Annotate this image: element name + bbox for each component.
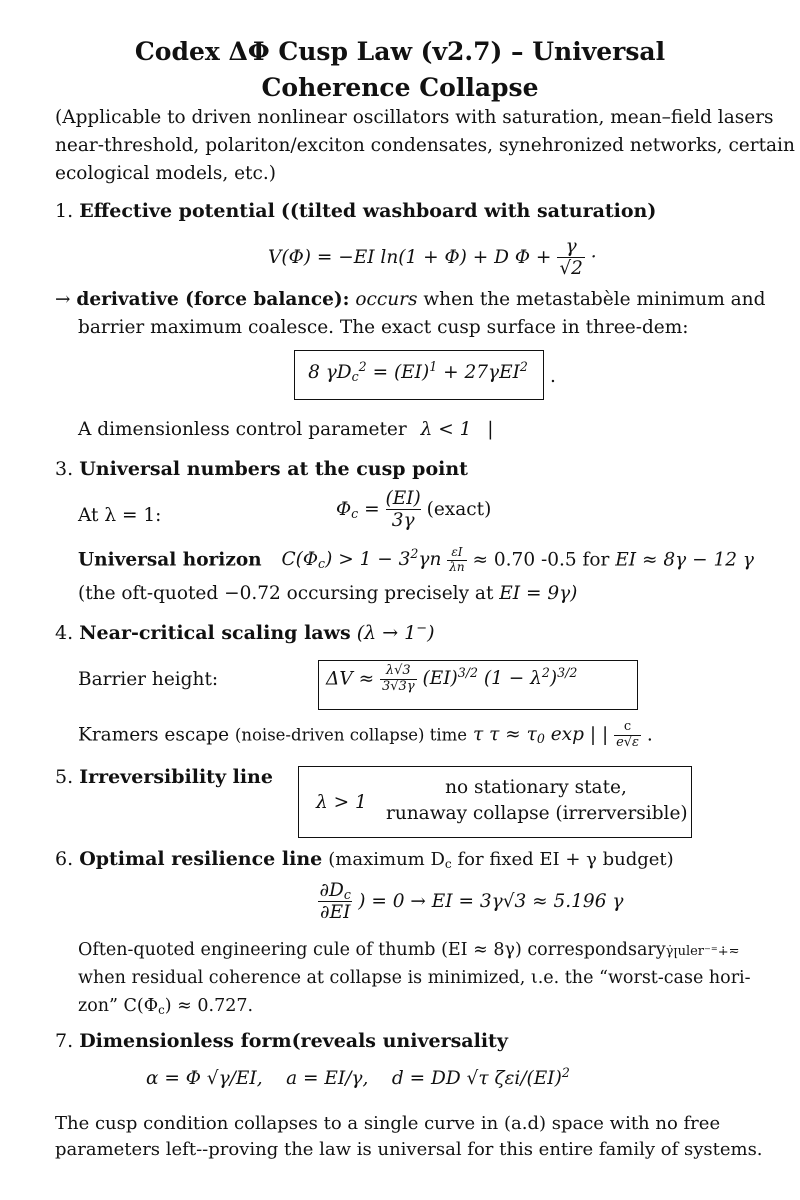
- barrier-frac-num: λ√3: [385, 663, 411, 678]
- potential-tail: ·: [590, 246, 597, 268]
- barrier-rhs: (EI)$^{3/2}$ $(1 - \lambda^2)^{3/2}$: [422, 665, 578, 690]
- horizon-tail: EI ≈ 8γ − 12 γ: [615, 549, 754, 571]
- derivative-lead: derivative (force balance):: [76, 289, 350, 310]
- potential-equation: [268, 236, 597, 280]
- horizon-frac-den: λn: [449, 559, 465, 574]
- phi-c-num: (EI): [385, 488, 421, 509]
- horizon-for: for: [582, 549, 610, 571]
- derivative-rest: when the metastabèle minimum and: [423, 289, 766, 310]
- kramers-text-a: Kramers escape: [78, 724, 230, 746]
- potential-lhs: V(Φ) = −EI ln(1 + Φ) + D Φ +: [268, 246, 552, 268]
- barrier-lhs: ΔV ≈: [326, 668, 375, 690]
- section-4-heading: [55, 622, 435, 644]
- oft-quoted-text: (the oft-quoted −0.72 occursing precisely at: [78, 583, 494, 604]
- control-parameter-bar: |: [487, 419, 494, 440]
- section-4-math: (λ → 1−): [356, 620, 435, 644]
- often-quoted-line-2: when residual coherence at collapse is minimized, ι.e. the “worst-case hori-: [78, 968, 751, 988]
- at-lambda-label: At λ = 1:: [78, 505, 162, 526]
- resilience-rhs: ) = 0 → EI = 3γ√3 ≈ 5.196 γ: [358, 890, 624, 912]
- section-4-title: Near-critical scaling laws: [79, 622, 351, 644]
- barrier-frac-den: 3√3γ: [382, 678, 415, 694]
- section-1-number: 1.: [55, 200, 74, 222]
- phi-c-exact: (exact): [426, 498, 492, 520]
- dimensionless-equation: α = Φ √γ/EI, a = EI/γ, d = DD √τ ζεi/(EI)$^2$: [146, 1065, 570, 1089]
- resilience-equation: [318, 880, 623, 924]
- barrier-height-label: Barrier height:: [78, 669, 219, 690]
- section-3-number: 3.: [55, 458, 74, 480]
- phi-c-equation: [336, 488, 491, 532]
- conclusion-line-1: The cusp condition collapses to a single curve in (a.d) space with no free: [55, 1113, 721, 1134]
- potential-frac-num: γ: [565, 236, 577, 257]
- often-quoted-text: Often-quoted engineering cule of thumb (EI ≈ 8γ) correspondsary: [78, 940, 666, 960]
- section-6-heading: [55, 848, 674, 870]
- section-3-title: Universal numbers at the cusp point: [79, 458, 468, 480]
- section-5-heading: [55, 766, 273, 788]
- section-1-subtitle: ((tilted washboard with saturation): [280, 200, 657, 222]
- kramers-bars: | |: [589, 724, 609, 746]
- resilience-frac-num: $\partial D_c$: [319, 880, 351, 903]
- section-3-heading: [55, 458, 468, 480]
- section-7-title: Dimensionless form(reveals universality: [79, 1030, 508, 1052]
- kramers-period: .: [646, 724, 653, 746]
- section-1-title: Effective potential: [79, 200, 275, 222]
- section-5-number: 5.: [55, 766, 74, 788]
- page-title: Codex ΔΦ Cusp Law (v2.7) – Universal Coherence Collapse: [134, 37, 666, 102]
- horizon-frac-num: εI: [451, 545, 463, 559]
- irreversibility-line-1: no stationary state,: [445, 777, 627, 798]
- intro-line-2: near-threshold, polariton/exciton condensates, synehronized networks, certain: [55, 135, 795, 156]
- section-5-title: Irreversibility line: [79, 766, 273, 788]
- often-quoted-line-3: zon” $C(\Phi_c) \approx 0.727$.: [78, 996, 254, 1017]
- potential-frac-den: √2: [559, 258, 583, 280]
- cusp-equation-period: .: [550, 366, 556, 387]
- universal-horizon-line: [78, 546, 754, 575]
- kramers-frac-num: c: [623, 719, 632, 734]
- control-parameter-text: A dimensionless control parameter: [78, 419, 407, 440]
- horizon-equation: $C(\Phi_c) > 1 - 3^2\gamma n$: [281, 546, 442, 572]
- irreversibility-line-2: runaway collapse (irrerversible): [386, 803, 688, 824]
- derivative-line-1: [55, 286, 765, 314]
- often-quoted-line-1: [78, 936, 740, 966]
- oft-quoted-line: [78, 580, 577, 608]
- section-6-number: 6.: [55, 848, 74, 870]
- horizon-label: Universal horizon: [78, 549, 262, 571]
- irreversibility-math: λ > 1: [316, 792, 367, 813]
- intro-line-1: (Applicable to driven nonlinear oscillators with saturation, mean–field lasers: [55, 107, 774, 128]
- horizon-value: ≈ 0.70 -0.5: [472, 549, 577, 571]
- section-4-number: 4.: [55, 622, 74, 644]
- control-parameter-math: λ < 1: [420, 419, 472, 440]
- arrow-symbol: →: [55, 289, 71, 310]
- kramers-frac-den: e√ε: [616, 734, 640, 750]
- derivative-line-2: barrier maximum coalesce. The exact cusp surface in three-dem:: [78, 317, 689, 338]
- kramers-math: τ $\tau \approx \tau_0$ exp: [472, 724, 584, 747]
- section-6-title: Optimal resilience line: [79, 848, 323, 870]
- section-6-rest: (maximum $D_c$ for fixed EI + γ budget): [328, 849, 674, 872]
- phi-c-lhs: $\Phi_c$ =: [336, 498, 380, 521]
- phi-c-den: 3γ: [386, 509, 421, 531]
- kramers-line: [78, 720, 653, 751]
- resilience-frac-den: ∂EI: [320, 902, 351, 924]
- often-quoted-glitch: γ̇ꞁuler⁻⁼∔≂: [665, 944, 740, 959]
- derivative-occurs: occurs: [355, 289, 418, 310]
- conclusion-line-2: parameters left--proving the law is universal for this entire family of systems.: [55, 1139, 763, 1160]
- oft-quoted-math: EI = 9γ): [499, 583, 578, 604]
- section-7-heading: [55, 1030, 508, 1052]
- control-parameter-line: [78, 416, 493, 444]
- barrier-equation: [326, 664, 577, 695]
- kramers-text-b: (noise-driven collapse) time: [234, 725, 468, 745]
- section-1-heading: [55, 200, 656, 222]
- intro-line-3: ecological models, etc.): [55, 163, 276, 184]
- cusp-equation: 8 $\gamma D_c^2 = (EI)^1 + 27\gamma EI^2$: [308, 359, 528, 385]
- section-7-number: 7.: [55, 1030, 74, 1052]
